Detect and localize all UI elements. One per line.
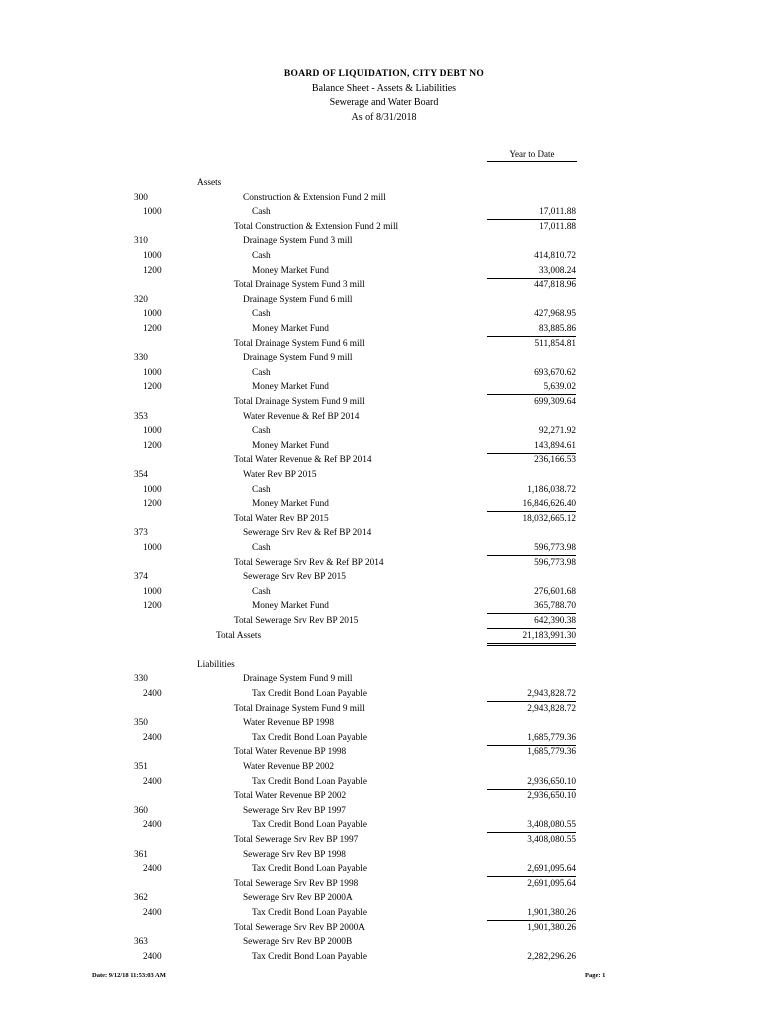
account-row xyxy=(0,542,768,555)
amount-cell: 3,408,080.55 xyxy=(527,835,576,845)
amount-cell: 414,810.72 xyxy=(534,251,576,261)
fund-row xyxy=(0,892,768,905)
amount-cell: 92,271.92 xyxy=(538,426,576,437)
fund-row xyxy=(0,469,768,482)
report-entity: Sewerage and Water Board xyxy=(329,97,439,109)
report-title: BOARD OF LIQUIDATION, CITY DEBT NO xyxy=(283,69,485,79)
account-code: 2400 xyxy=(143,776,162,787)
account-row xyxy=(0,265,768,278)
account-code: 1000 xyxy=(143,207,162,218)
amount-cell: 276,601.68 xyxy=(534,586,576,597)
fund-name: Sewerage Srv Rev BP 1997 xyxy=(243,805,346,816)
fund-row xyxy=(0,411,768,424)
account-code: 1000 xyxy=(143,543,162,553)
account-name: Tax Credit Bond Loan Payable xyxy=(252,908,368,918)
fund-name: Construction & Extension Fund 2 mill xyxy=(243,192,386,203)
account-row xyxy=(0,308,768,321)
amount-cell: 17,011.88 xyxy=(539,221,576,232)
account-code: 1200 xyxy=(143,601,162,612)
row-label: Total Sewerage Srv Rev & Ref BP 2014 xyxy=(234,557,384,568)
account-row xyxy=(0,323,768,336)
account-name: Tax Credit Bond Loan Payable xyxy=(252,689,368,699)
print-date: Date: 9/12/18 11:53:03 AM xyxy=(92,972,166,979)
fund-total-row xyxy=(0,746,768,759)
fund-row xyxy=(0,352,768,365)
fund-row xyxy=(0,936,768,949)
account-row xyxy=(0,206,768,219)
fund-code: 354 xyxy=(134,470,148,480)
amount-cell: 2,936,650.10 xyxy=(527,791,576,802)
account-name: Cash xyxy=(252,426,271,437)
fund-total-row xyxy=(0,790,768,803)
account-code: 1200 xyxy=(143,324,162,334)
row-label: Total Water Revenue BP 1998 xyxy=(234,747,347,758)
fund-code: 361 xyxy=(134,849,148,860)
fund-code: 373 xyxy=(134,528,148,539)
account-code: 2400 xyxy=(143,864,162,875)
account-name: Cash xyxy=(252,484,271,495)
row-label: Total Sewerage Srv Rev BP 1998 xyxy=(234,878,359,889)
account-code: 2400 xyxy=(143,820,162,831)
account-row xyxy=(0,907,768,920)
fund-name: Water Rev BP 2015 xyxy=(243,470,317,480)
fund-code: 363 xyxy=(134,937,148,948)
blank-row xyxy=(0,644,768,657)
section-heading xyxy=(0,659,768,672)
amount-cell: 5,639.02 xyxy=(487,381,576,395)
fund-row xyxy=(0,673,768,686)
amount-cell: 427,968.95 xyxy=(534,309,576,320)
account-name: Cash xyxy=(252,207,271,218)
account-row xyxy=(0,688,768,701)
fund-name: Drainage System Fund 9 mill xyxy=(243,674,353,685)
account-name: Money Market Fund xyxy=(252,265,329,276)
account-name: Tax Credit Bond Loan Payable xyxy=(252,864,368,875)
account-row xyxy=(0,586,768,599)
fund-name: Sewerage Srv Rev BP 2015 xyxy=(243,572,346,583)
amount-cell: 2,282,296.26 xyxy=(527,951,576,962)
fund-name: Drainage System Fund 3 mill xyxy=(243,236,353,247)
fund-total-row xyxy=(0,878,768,891)
amount-cell: 21,183,991.30 xyxy=(487,630,576,646)
account-name: Cash xyxy=(252,586,271,597)
amount-cell: 18,032,665.12 xyxy=(522,513,576,524)
account-name: Cash xyxy=(252,543,271,553)
row-label: Total Drainage System Fund 9 mill xyxy=(234,703,365,714)
account-code: 2400 xyxy=(143,908,162,918)
account-code: 1000 xyxy=(143,586,162,597)
account-name: Tax Credit Bond Loan Payable xyxy=(252,776,368,787)
amount-cell: 16,846,626.40 xyxy=(487,498,576,512)
fund-row xyxy=(0,192,768,205)
fund-total-row xyxy=(0,454,768,467)
fund-code: 360 xyxy=(134,805,148,816)
account-row xyxy=(0,250,768,263)
amount-cell: 17,011.88 xyxy=(487,206,576,220)
row-label: Total Construction & Extension Fund 2 mill xyxy=(234,221,399,232)
amount-cell: 1,186,038.72 xyxy=(527,484,576,495)
report-date: As of 8/31/2018 xyxy=(351,111,417,123)
row-label: Total Sewerage Srv Rev BP 2000A xyxy=(234,922,365,933)
fund-total-row xyxy=(0,922,768,935)
amount-cell: 1,685,779.36 xyxy=(487,732,576,746)
amount-cell: 1,901,380.26 xyxy=(527,922,576,933)
account-row xyxy=(0,484,768,497)
account-name: Tax Credit Bond Loan Payable xyxy=(252,951,368,962)
row-label: Total Water Revenue & Ref BP 2014 xyxy=(234,455,372,466)
account-name: Tax Credit Bond Loan Payable xyxy=(252,732,368,743)
amount-cell: 596,773.98 xyxy=(487,542,576,556)
amount-cell: 83,885.86 xyxy=(487,323,576,337)
account-row xyxy=(0,776,768,789)
account-code: 1000 xyxy=(143,309,162,320)
row-label: Total Assets xyxy=(216,630,262,641)
account-row xyxy=(0,381,768,394)
amount-cell: 3,408,080.55 xyxy=(487,819,576,833)
account-name: Money Market Fund xyxy=(252,601,329,612)
section-heading xyxy=(0,177,768,190)
fund-code: 353 xyxy=(134,411,148,422)
account-name: Money Market Fund xyxy=(252,324,329,334)
fund-row xyxy=(0,527,768,540)
fund-code: 330 xyxy=(134,674,148,685)
amount-cell: 2,943,828.72 xyxy=(487,688,576,702)
account-code: 1200 xyxy=(143,499,162,510)
account-name: Cash xyxy=(252,251,271,261)
amount-cell: 1,685,779.36 xyxy=(527,747,576,758)
report-header xyxy=(0,67,768,125)
column-header-year-to-date: Year to Date xyxy=(487,149,577,162)
row-label: Total Sewerage Srv Rev BP 1997 xyxy=(234,835,359,845)
page-number: Page: 1 xyxy=(585,972,606,979)
account-code: 1000 xyxy=(143,367,162,378)
amount-cell: 236,166.53 xyxy=(534,455,576,466)
amount-cell: 2,936,650.10 xyxy=(487,776,576,790)
account-code: 2400 xyxy=(143,732,162,743)
fund-code: 330 xyxy=(134,353,148,364)
account-code: 1000 xyxy=(143,251,162,261)
fund-total-row xyxy=(0,221,768,234)
fund-total-row xyxy=(0,615,768,628)
fund-total-row xyxy=(0,557,768,570)
fund-name: Sewerage Srv Rev & Ref BP 2014 xyxy=(243,528,372,539)
row-label: Total Drainage System Fund 3 mill xyxy=(234,280,365,291)
amount-cell: 693,670.62 xyxy=(534,367,576,378)
fund-row xyxy=(0,849,768,862)
row-label: Total Water Rev BP 2015 xyxy=(234,513,329,524)
row-label: Total Water Revenue BP 2002 xyxy=(234,791,347,802)
account-row xyxy=(0,819,768,832)
fund-row xyxy=(0,761,768,774)
fund-name: Drainage System Fund 9 mill xyxy=(243,353,353,364)
fund-name: Water Revenue & Ref BP 2014 xyxy=(243,411,360,422)
fund-total-row xyxy=(0,513,768,526)
account-row xyxy=(0,440,768,453)
account-code: 2400 xyxy=(143,951,162,962)
account-row xyxy=(0,732,768,745)
fund-name: Sewerage Srv Rev BP 1998 xyxy=(243,849,346,860)
amount-cell: 447,818.96 xyxy=(534,280,576,291)
fund-name: Drainage System Fund 6 mill xyxy=(243,294,353,305)
account-name: Money Market Fund xyxy=(252,440,329,451)
fund-row xyxy=(0,571,768,584)
fund-code: 362 xyxy=(134,893,148,904)
fund-code: 300 xyxy=(134,192,148,203)
account-name: Cash xyxy=(252,309,271,320)
fund-total-row xyxy=(0,396,768,409)
fund-row xyxy=(0,294,768,307)
fund-name: Water Revenue BP 2002 xyxy=(243,762,335,772)
account-name: Cash xyxy=(252,367,271,378)
fund-total-row xyxy=(0,834,768,847)
amount-cell: 642,390.38 xyxy=(487,615,576,629)
fund-row xyxy=(0,717,768,730)
row-label: Total Drainage System Fund 9 mill xyxy=(234,397,365,407)
amount-cell: 2,943,828.72 xyxy=(527,703,576,714)
amount-cell: 699,309.64 xyxy=(534,397,576,407)
row-label: Liabilities xyxy=(197,659,235,670)
fund-code: 350 xyxy=(134,718,148,729)
fund-code: 374 xyxy=(134,572,148,583)
account-code: 1000 xyxy=(143,426,162,437)
amount-cell: 1,901,380.26 xyxy=(487,907,576,921)
account-row xyxy=(0,600,768,613)
fund-total-row xyxy=(0,338,768,351)
account-name: Money Market Fund xyxy=(252,499,329,510)
row-label: Total Drainage System Fund 6 mill xyxy=(234,338,365,349)
fund-code: 310 xyxy=(134,236,148,247)
fund-name: Sewerage Srv Rev BP 2000B xyxy=(243,937,353,948)
amount-cell: 143,894.61 xyxy=(487,440,576,454)
amount-cell: 33,008.24 xyxy=(487,265,576,279)
fund-code: 351 xyxy=(134,762,148,772)
fund-row xyxy=(0,235,768,248)
account-name: Tax Credit Bond Loan Payable xyxy=(252,820,368,831)
grand-total-row xyxy=(0,630,768,643)
account-row xyxy=(0,367,768,380)
account-row xyxy=(0,498,768,511)
account-row xyxy=(0,951,768,964)
amount-cell: 2,691,095.64 xyxy=(487,863,576,877)
account-name: Money Market Fund xyxy=(252,382,329,393)
fund-name: Sewerage Srv Rev BP 2000A xyxy=(243,893,353,904)
row-label: Total Sewerage Srv Rev BP 2015 xyxy=(234,616,359,626)
account-code: 1200 xyxy=(143,265,162,276)
fund-code: 320 xyxy=(134,294,148,305)
account-row xyxy=(0,863,768,876)
account-row xyxy=(0,425,768,438)
fund-total-row xyxy=(0,703,768,716)
row-label: Assets xyxy=(197,178,222,188)
account-code: 2400 xyxy=(143,689,162,699)
amount-cell: 365,788.70 xyxy=(487,600,576,614)
account-code: 1200 xyxy=(143,382,162,393)
fund-name: Water Revenue BP 1998 xyxy=(243,718,335,729)
account-code: 1200 xyxy=(143,440,162,451)
amount-cell: 596,773.98 xyxy=(534,557,576,568)
amount-cell: 2,691,095.64 xyxy=(527,878,576,889)
fund-total-row xyxy=(0,279,768,292)
fund-row xyxy=(0,805,768,818)
amount-cell: 511,854.81 xyxy=(534,338,576,349)
report-subtitle: Balance Sheet - Assets & Liabilities xyxy=(311,82,457,94)
account-code: 1000 xyxy=(143,484,162,495)
